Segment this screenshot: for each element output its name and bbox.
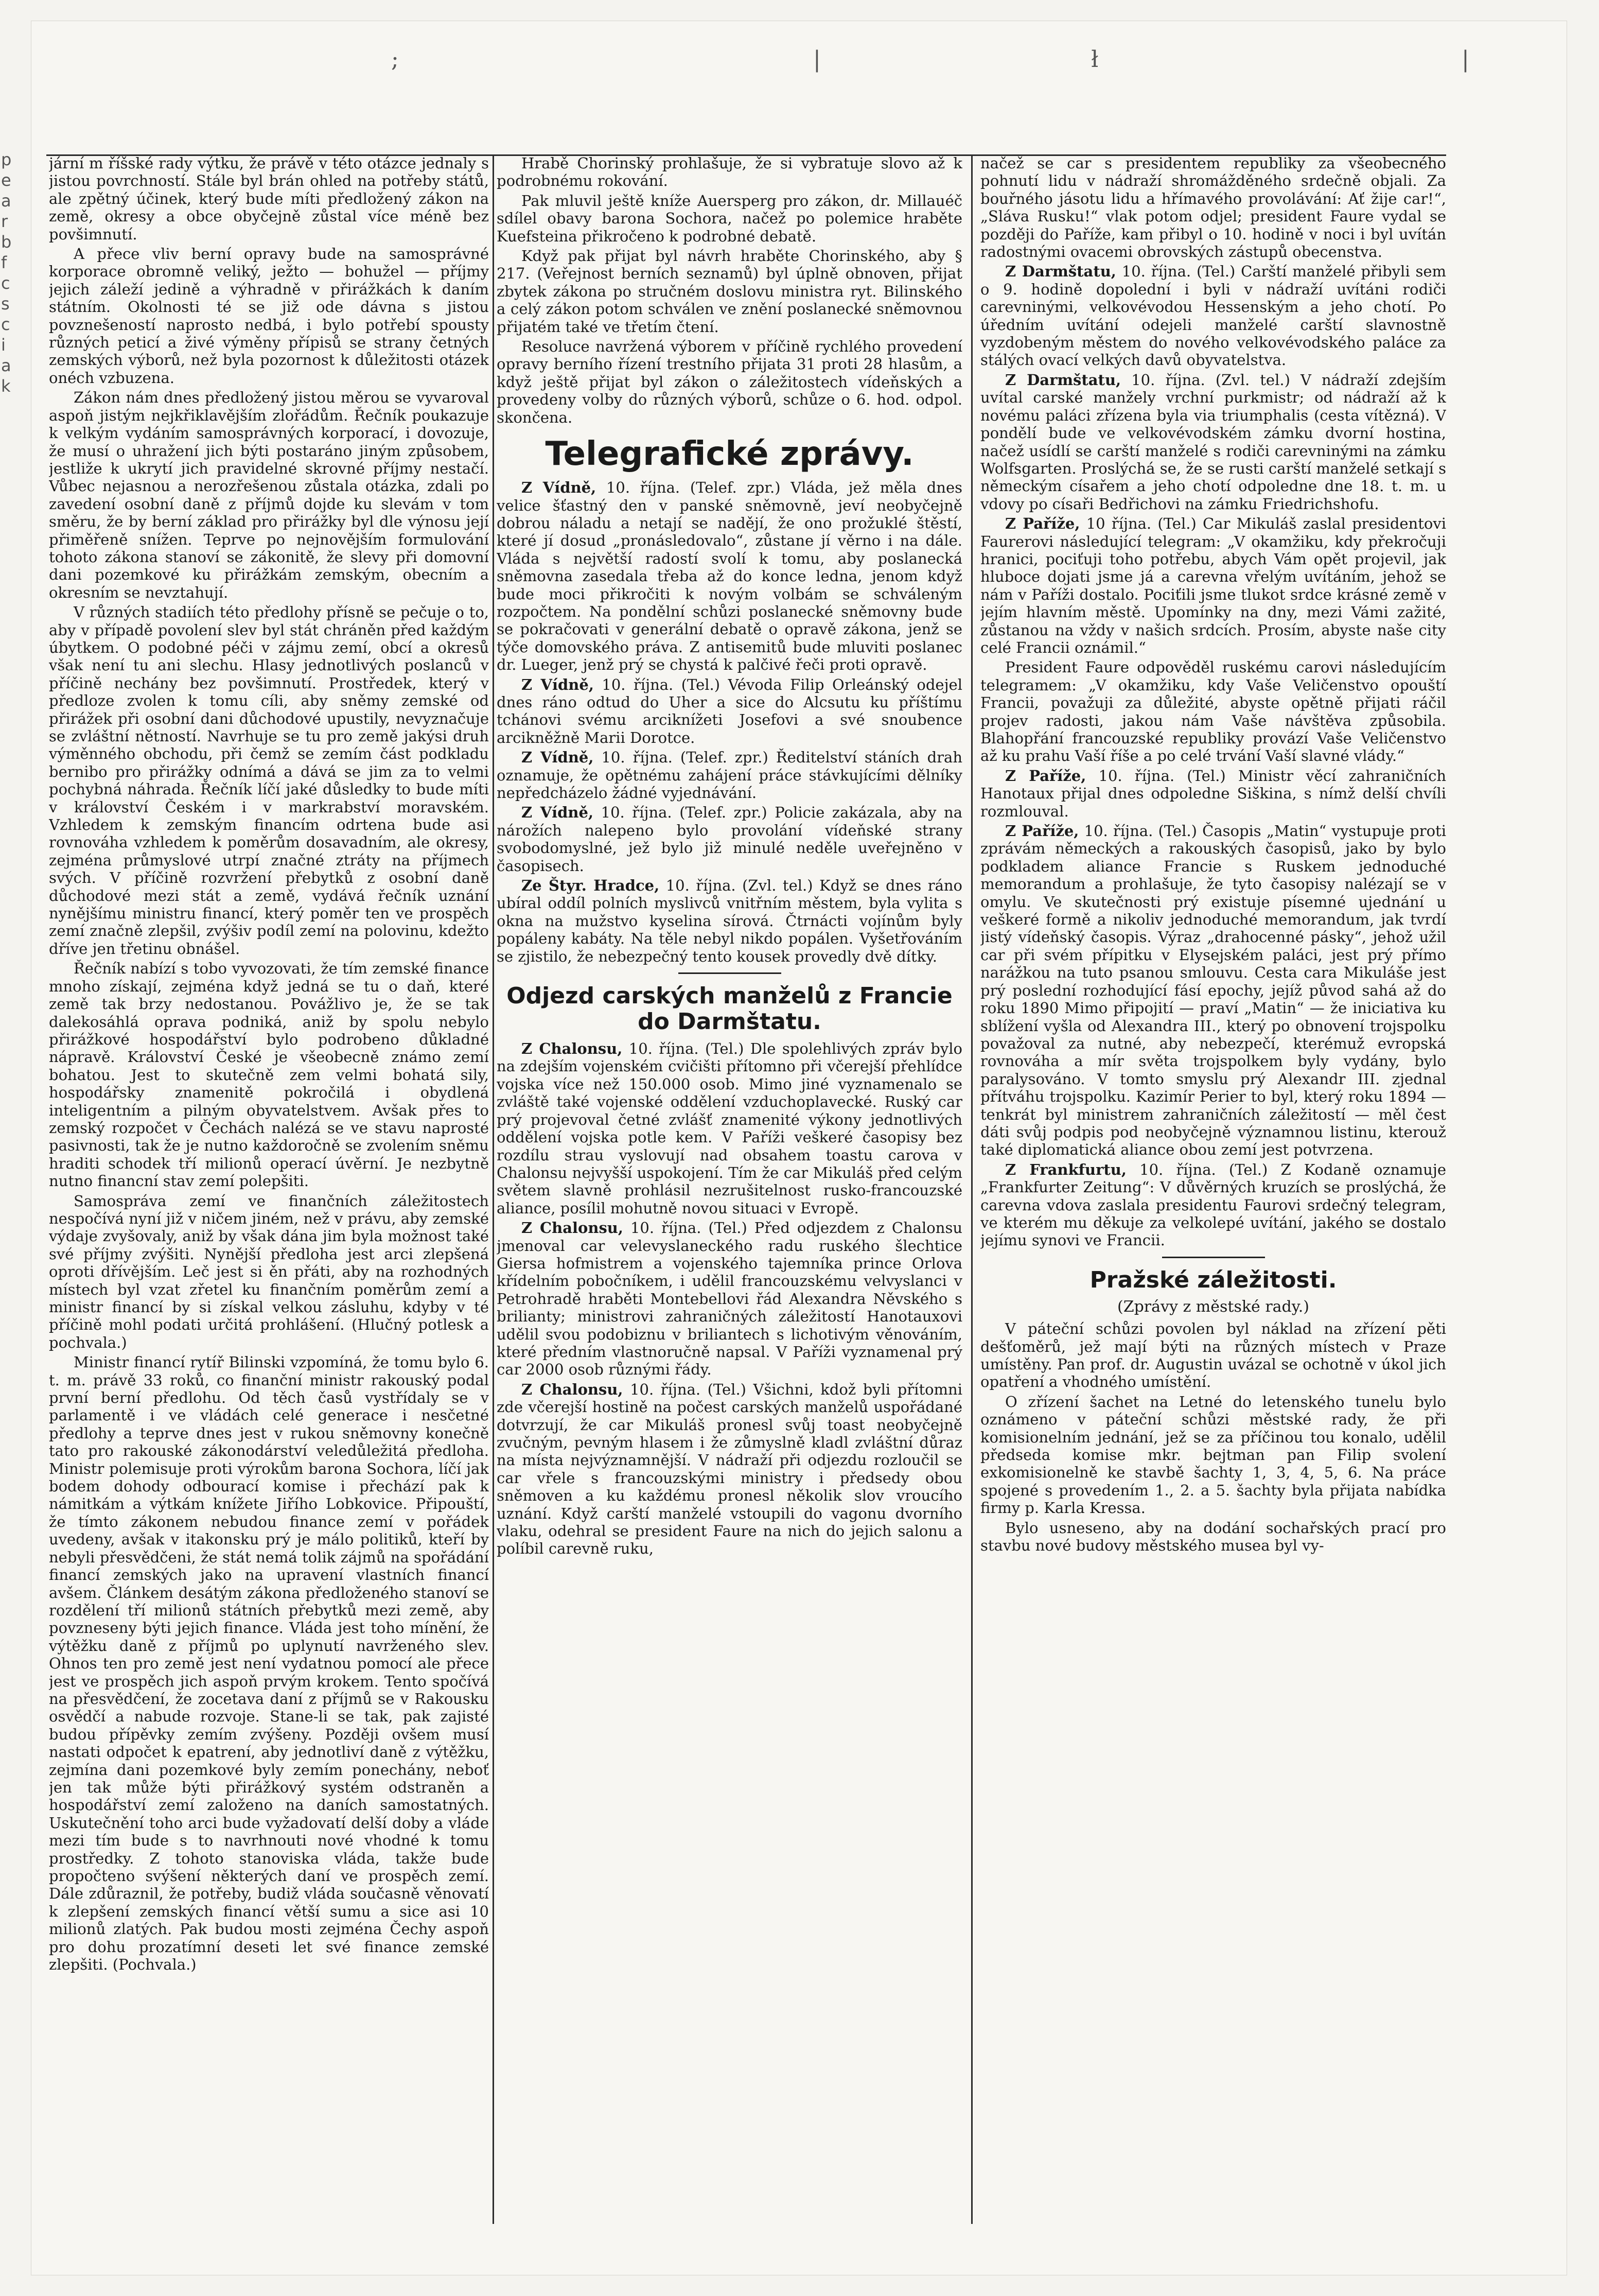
margin-letter: b [1,232,12,252]
dateline: Z Paříže, [1005,767,1086,785]
item-text: 10 října. (Tel.) Car Mikuláš zaslal presidentovi Faurerovi následující telegram: „V okamžiku, kdy překročuji hranici, pociťuji toho potřebu, abych Vám opět projevil, jak hluboce dojati jsme já a carevna vřelým uvítáním, jehož se nám v Paříži dostalo. Pociťili jsme tlukot srdce krásné země v jejím hlavním městě. Upomínky na dny, mezi Vámi zažité, zůstanou na vždy v našich srdcích. Prosím, abyste naše city celé Francii oznámil.“ [980,515,1446,656]
column-rule [493,154,494,2224]
article-paragraph: Ministr financí rytíř Bilinski vzpomíná, že tomu bylo 6. t. m. právě 33 roků, co finanční ministr rakouský podal první berní předlohu. Od těch časů vystřídaly se v parlamentě i ve vládách celé generace i nesčetné předlohy a teprve dnes jest v rukou sněmovny konečně tato pro rakouské zákonodárství veledůležitá předloha. Ministr polemisuje proti výrokům barona Sochora, líčí jak bodem dohody odbourací komise i přechází pak k námitkám a výtkám knížete Jiřího Lobkovice. Připouští, že tímto zákonem nebudou finance zemí v pořádek uvedeny, avšak v itakonsku prý je málo politiků, kteří by nebyli přesvědčeni, že stát nemá tolik zájmů na spořádání financí zemských jako na upravení vlastních financí avšem. Článkem desátým zákona předloženého stanoví se rozdělení tří milionů státních přebytků mezi země, aby povzneseny býti jejich finance. Vláda jest toho mínění, že výtěžku daně z příjmů po uplynutí navrženého slev. Ohnos ten pro země jest není vydatnou pomocí ale přece jest ve prospěch jich aspoň prvým krokem. Tento spočívá na přesvědčení, že zocetava daní z příjmů se v Rakousku osvědčí a nabude rozvoje. Stane-li se tak, pak zajisté budou přípěvky zemím zvýšeny. Později ovšem musí nastati odpočet k epatrení, aby jednotliví daně z výtěžku, zejmína dani pozemkové byly zemím ponechány, neboť jen tak může býti přirážkový systém odstraněn a hospodářství zemí založeno na daních samostatných. Uskutečnění toho arci bude vyžadovatí delší doby a vláde mezi tím bude s to navrhnouti nové vhodné k tomu prostředky. Z tohoto stanoviska vláda, takže bude propočteno svýšení některých daní ve prospěch zemí. Dále zdůraznil, že potřeby, budiž vláda současně věnovatí k zlepšení zemských financí větší sumu a sice asi 10 milionů zlatých. Pak budou mosti zejména Čechy aspoň pro dohu prozatímní deseti let své finance zemské zlepšiti. (Pochvala.) [49,1353,489,1974]
article-paragraph: O zřízení šachet na Letné do letenského tunelu bylo oznámeno v páteční schůzi městské rady, že při komisionelním jednání, jež se za příčinou tou konalo, udělil předseda komise mkr. bejtman pan Filip svolení exkomisionelně ke stavbě šachty 1, 3, 4, 5, 6. Na práce spojené s provedením 1., 2. a 5. šachty byla přijata nabídka firmy p. Karla Kressa. [980,1393,1446,1517]
article-paragraph: načež se car s presidentem republiky za všeobecného pohnutí lidu v nádraží shromážděného srdečně objali. Za bouřného jásotu lidu a hřímavého provolávání: Ať žije car!“, „Sláva Rusku!“ vlak potom odjel; president Faure vydal se později do Paříže, kam přibyl o 10. hodině v noci i byl uvítán radostnými ovacemi obrovských zástupů obecenstva. [980,154,1446,261]
header-mark: | [813,46,821,73]
margin-letter: e [1,170,11,190]
column-2 [497,154,962,2219]
item-text: 10. října. (Tel.) Před odjezdem z Chalonsu jmenoval car velevyslaneckého radu ruského šlechtice Giersa hofmistrem a vojenského tajemníka prince Orlova křídelním pobočníkem, i udělil francouzskému velvyslanci v Petrohradě hraběti Montebellovi řád Alexandra Něvského s brilianty; ministrovi zahraničných záležitostí Hanotauxovi udělil svou podobiznu v briliantech s lichotivým věnováním, které předním vlastnoručně napsal. V Paříži vyznamenal prý car 2000 osob různými řády. [497,1219,962,1379]
article-paragraph: Zákon nám dnes předložený jistou měrou se vyvaroval aspoň jistým nejkřiklavějším zlořádům. Řečník poukazuje k velkým vydáním samosprávných korporací, i dovozuje, že musí o uhražení jich býti postaráno jiným způsobem, jestliže k ukrytí jich pravidelné skrovné příjmy nestačí. Vůbec nejasnou a nerozřešenou zůstala otázka, zdali po zavedení osobní daně z příjmů dojde ku slevám v tom směru, že by berní základ pro přirážky byl dle výnosu její přiměřeně snížen. Teprve po nejnovějším formulování tohoto zákona stanoví se zákonitě, že slevy při domovní dani pozemkové ku přirážkám zemským, obecním a okresním se nevztahují. [49,389,489,601]
dateline: Z Chalonsu, [521,1040,623,1058]
margin-letter: c [1,273,10,293]
item-text: 10. října. (Telef. zpr.) Vláda, jež měla dnes velice šťastný den v panské sněmovně, jeví neobyčejně dobrou náladu a netají se nadějí, že ono prožuklé štěstí, které jí dosud „pronásledovalo“, zůstane jí věrno i na dále. Vláda s největší radostí svolí k tomu, aby poslanecká sněmovna zasedala třeba až do konce ledna, jenom když bude moci přikročiti k novým volbám se schváleným rozpočtem. Na pondělní schůzi poslanecké sněmovny bude se pokračovati v generální debatě o opravě zákona, jenž se týče domovského práva. Z antisemitů bude mluviti poslanec dr. Lueger, jenž prý se chystá k palčivé řeči proti opravě. [497,479,962,674]
item-text: 10. října. (Zvl. tel.) V nádraží zdejším uvítal carské manžely vrchní purkmistr; od nádraží až k novému paláci zřízena byla via triumphalis (cesta vítězná). V pondělí bude ve velkovévodském zámku dvorní hostina, načež usídlí se carští manželé s rodiči carevninými na zámku Wolfsgarten. Proslýchá se, že se rusti carští manželé setkají s německým císařem a jeho chotí odpoledne dne 18. t. m. u vdovy po císaři Bedřichovi na zámku Friedrichshofu. [980,371,1446,513]
item-text: President Faure odpověděl ruskému carovi následujícím telegramem: „V okamžiku, kdy Vaše Veličenstvo opouští Francii, považuji za důležité, abyste opětně přijati ráčil projev radosti, jakou nám Vaše návštěva způsobila. Blahopřání francouzské republiky provází Vaše Veličenstvo až ku prahu Vaší říše a po celé trvání Vaší slavné vlády.“ [980,658,1446,765]
telegraf-item [497,479,962,673]
column-rule [971,154,973,2224]
header-mark: ; [391,46,399,73]
margin-letter: f [1,253,7,272]
news-item [980,658,1446,764]
article-paragraph: Samospráva zemí ve finančních záležitostech nespočívá nyní již v ničem jiném, než v právu, aby zemské výdaje zvyšovaly, aniž by však dána jim byla možnost také své příjmy zvýšiti. Nynější předloha jest arci zlepšená oproti dřívějším. Leč jest si ěn přáti, aby na rozhodných místech byl vzat zřetel ku finančním poměrům zemí a ministr financí by si získal velkou zásluhu, kdyby v té příčině mohl podati určitá prohlášení. (Hlučný potlesk a pochvala.) [49,1192,489,1351]
item-text: 10. října. (Telef. zpr.) Ředitelství stáních drah oznamuje, že opětnému zahájení práce stávkujícími dělníky nepředcházelo žádné vyjednávání. [497,749,962,802]
news-item [980,767,1446,820]
news-item [497,1381,962,1558]
section-heading-telegraf: Telegrafické zprávy. [545,435,914,474]
item-text: 10. října. (Tel.) Z Kodaně oznamuje „Frankfurter Zeitung“: V důvěrných kruzích se proslýchá, že carevna vdova zaslala presidentu Faurovi srdečný telegram, ve kterém mu děkuje za velkolepé uvítání, jakého se dostalo jejímu synovi ve Francii. [980,1160,1446,1249]
margin-letter: s [1,294,10,314]
left-margin-letters [1,149,16,396]
news-item [980,1161,1446,1249]
header-mark: | [1462,46,1469,73]
margin-letter: r [1,212,8,231]
article-paragraph: jární m říšské rady výtku, že právě v této otázce jednaly s jistou povrchností. Stále byl brán ohled na potřeby států, ale zpětný účinek, který bude míti předložený zákon na země, okresy a obce obyčejně zůstal více méně bez povšimnutí. [49,154,489,243]
dateline: Z Vídně, [521,749,594,767]
section-subheading: (Zprávy z městské rady.) [1117,1297,1309,1316]
margin-letter: p [1,150,12,169]
divider [678,972,781,974]
dateline: Z Vídně, [521,675,594,693]
news-item [980,822,1446,1159]
article-paragraph: Pak mluvil ještě kníže Auersperg pro zákon, dr. Millauéč sdílel obavy barona Sochora, načež po polemice hraběte Kuefsteina přikročeno k podrobné debatě. [497,192,962,245]
column-1 [49,154,489,2219]
item-text: 10. října. (Tel.) Dle spolehlivých zpráv bylo na zdejším vojenském cvičišti přítomno při včerejší přehlídce vojska více než 150.000 osob. Mimo jiné vyznamenalo se zvláště také vojenské oddělení vzduchoplavecké. Ruský car prý projevoval četné zvlášť znamenité výkony jednotlivých oddělení vojska potle kem. V Paříži veškeré časopisy bez rozdílu strau vyslovují nad obsahem toastu carova v Chalonsu nejvyšší uspokojení. Tím že car Mikuláš před celým světem slavně prohlásil nezrušitelnost rusko-francouzské aliance, posílil mohutně novou situaci v Evropě. [497,1040,962,1217]
section-heading-odjezd: Odjezd carských manželů z Francie do Darmštatu. [506,983,953,1035]
item-text: 10. října. (Telef. zpr.) Policie zakázala, aby na nárožích nalepeno bylo provolání vídeňské strany svobodomyslné, jež bylo již minulé neděle uveřejněno v časopisech. [497,804,962,875]
dateline: Z Paříže, [1005,515,1080,533]
margin-letter: i [1,335,6,355]
article-paragraph: A přece vliv berní opravy bude na samosprávné korporace obromně veliký, ježto — bohužel — příjmy jejich záleží jedině a výhradně v přirážkách k daním státním. Okolnosti té se již ode dávna s jistou povznešeností naprosto nedbá, i bylo potřebí spousty různých peticí a živé výměny přípisů se strany četných zemských výborů, než byla pozornost k důležitosti otázek onéch vzbuzena. [49,245,489,387]
header-mark: ł [1091,46,1099,73]
telegraf-item [497,676,962,747]
header-marks [31,41,1567,82]
article-paragraph: V páteční schůzi povolen byl náklad na zřízení pěti dešťoměrů, jež mají býti na různých místech v Praze umístěny. Pan prof. dr. Augustin uvázal se ochotně v úkol jich opatření a vhodného umístění. [980,1320,1446,1391]
telegraf-item [497,749,962,802]
margin-letter: a [1,191,11,211]
article-paragraph: Bylo usneseno, aby na dodání sochařských prací pro stavbu nové budovy městského musea byl vy- [980,1519,1446,1555]
news-item [980,515,1446,656]
item-text: 10. října. (Tel.) Ministr věcí zahraničních Hanotaux přijal dnes odpoledne Siškina, s nímž delší chvíli rozmlouval. [980,767,1446,820]
news-item [497,1040,962,1217]
dateline: Z Chalonsu, [521,1380,623,1398]
dateline: Z Paříže, [1005,822,1079,840]
dateline: Z Darmštatu, [1005,371,1121,389]
section-heading-prazske: Pražské záležitosti. [1090,1266,1337,1293]
item-text: 10. října. (Zvl. tel.) Když se dnes ráno ubíral oddíl polních myslivců vnitřním městem, byla vylita s okna na mužstvo kyselina sírová. Čtrnácti vojínům byly popáleny kabáty. Na těle nebyl nikdo popálen. Vyšetřováním se zjistilo, že nebezpečný tento kousek provedly dvě dítky. [497,877,962,965]
dateline: Z Frankfurtu, [1005,1160,1127,1178]
margin-letter: a [1,356,11,375]
dateline: Z Darmštatu, [1005,263,1116,281]
article-paragraph: Když pak přijat byl návrh hraběte Chorinského, aby § 217. (Veřejnost berních seznamů) byl úplně obnoven, přijat zbytek zákona po stručném doslovu ministra ryt. Bilinského a celý zákon potom schválen ve znění poslanecké sněmovnou přijatém také ve třetím čtení. [497,247,962,336]
dateline: Ze Štyr. Hradce, [521,877,660,895]
item-text: 10. října. (Tel.) Carští manželé přibyli sem o 9. hodině dopolední i byli v nádraží uvítáni rodiči carevninými, velkovévodou Hessenským a jeho chotí. Po úředním uvítání odejeli manželé carští slavnostně vyzdobeným městem do nového velkovévodského paláce za stálých ovací velkých davů obyvatelstva. [980,263,1446,369]
dateline: Z Vídně, [521,479,596,497]
article-paragraph: Hrabě Chorinský prohlašuje, že si vybratuje slovo až k podrobnému rokování. [497,154,962,190]
news-item [497,1219,962,1379]
telegraf-item [497,877,962,965]
article-paragraph: Řečník nabízí s tobo vyvozovati, že tím zemské finance mnoho získají, zejména když jedná se tu o daň, které země tak brzy nedostanou. Povážlivo je, že se tak dalekosáhlá oprava podniká, aniž by spolu nebylo přirážkové hospodářství bylo podrobeno důkladné nápravě. Království České je všeobecně známo zemí bohatou. Jest to skutečně zem velmi bohatá sily, hospodářsky znamenitě pokročilá i obydlená inteligentním a pilným obyvatelstvem. Avšak přes to zemský rozpočet v Čechách nalézá se ve stavu naprosté pasivnosti, tak že je nutno každoročně se zvolením sněmu hraditi schodek tří milionů operací úvěrní. Je nezbytně nutno financní stav zemí polepšiti. [49,960,489,1190]
margin-letter: c [1,315,10,334]
item-text: 10. října. (Tel.) Časopis „Matin“ vystupuje proti zprávám německých a rakouských časopisů, jako by bylo podkladem aliance Francie s Ruskem jednoduché memorandum a prohlašuje, že tyto časopisy nalézají se v omylu. Ve skutečnosti prý existuje písemné ujednání u veškeré formě a nikoliv jednoduché memorandum, jak tvrdí jistý vídeňský časopis. Výraz „drahocenné pásky“, jehož užil car při svém přípitku v Elysejském paláci, jest prý přímo narážkou na tuto psanou smlouvu. Cesta cara Mikuláše jest prý poslední rozhodující fásí epochy, jejíž původ sahá až do roku 1890 Mimo připojití — praví „Matin“ — že iniciativa ku sblížení vyšla od Alexandra III., který po obnovení trojspolku považoval za nutné, aby nebezpečí, kterémuž evropská rovnováha a mír světa trojspolkem byly vydány, bylo paralysováno. V tomto smyslu prý Alexandr III. zjednal přítváhu trojspolku. Kazimír Perier to byl, který roku 1894 — tenkrát byl ministrem zahraničních záležitostí — měl čest dáti svůj podpis pod neobyčejně významnou listinu, kterouž také diplomatická aliance obou zemí jest potvrzena. [980,822,1446,1159]
margin-letter: k [1,376,11,396]
item-text: 10. října. (Tel.) Vévoda Filip Orleánský odejel dnes ráno odtud do Uher a sice do Alcsutu ku příštímu tchánovi svému arciknížeti Josefovi a své snoubence arcikněžně Marii Dorotce. [497,675,962,746]
dateline: Z Chalonsu, [521,1219,623,1237]
news-item [980,263,1446,369]
divider [1162,1257,1265,1258]
column-3 [980,154,1446,2219]
dateline: Z Vídně, [521,804,594,822]
item-text: 10. října. (Tel.) Všichni, kdož byli přítomni zde včerejší hostině na počest carských manželů uspořádané dotvrzují, že car Mikuláš pronesl svůj toast neobyčejně zvučným, pevným hlasem i že zůmyslně kladl zvláštní důraz na místa nejvýznamnější. V nádraží při odjezdu rozloučil se car vřele s francouzskými ministry i předsedy obou sněmoven a ku každému pronesl několik slov vroucího uznání. Když carští manželé vstoupili do vagonu dvorního vlaku, odehral se president Faure na nich do jejich salonu a políbil carevně ruku, [497,1380,962,1558]
telegraf-item [497,804,962,875]
article-paragraph: Resoluce navržená výborem v příčině rychlého provedení opravy berního řízení trestního přijata 31 proti 28 hlasům, a když ještě přijat byl zákon o záležitostech vídeňských a provedeny volby do různých výborů, schůze o 6. hod. odpol. skončena. [497,338,962,426]
news-item [980,371,1446,513]
article-paragraph: V různých stadiích této předlohy přísně se pečuje o to, aby v případě povolení slev byl stát chráněn před každým úbytkem. O podobné péči v zájmu zemí, obcí a okresů však není tu ani slechu. Hlasy jednotlivých poslanců v příčině nechány bez povšimnutí. Prostředek, který v předloze zvolen k tomu cíli, aby sněmy zemské od přirážek při osobní dani důchodové upustily, nevyznačuje se zvláštní nětností. Navrhuje se tu pro země jakýsi druh výměnného obchodu, při čemž se zemím část podkladu bernibo pro přirážky odnímá a dává se jim za to velmi pochybná náhrada. Řečník líčí jaké důsledky to bude míti v království Českém i v markrabství moravském. Vzhledem k zemským financím odrtena bude asi rovnováha vzhledem k poměrům dosavadním, ale okresy, zejména průmyslové utrpí značné ztráty na příjmech svých. V příčině rozvržení přebytků z osobní daně důchodové mezi stát a země, vydává řečník uznání nynějšímu ministru financí, který poměr ten ve prospěch zemí značně zlepšil, zvýšiv podíl zemí na polovinu, kdežto dříve jen třetinu obnášel. [49,603,489,958]
